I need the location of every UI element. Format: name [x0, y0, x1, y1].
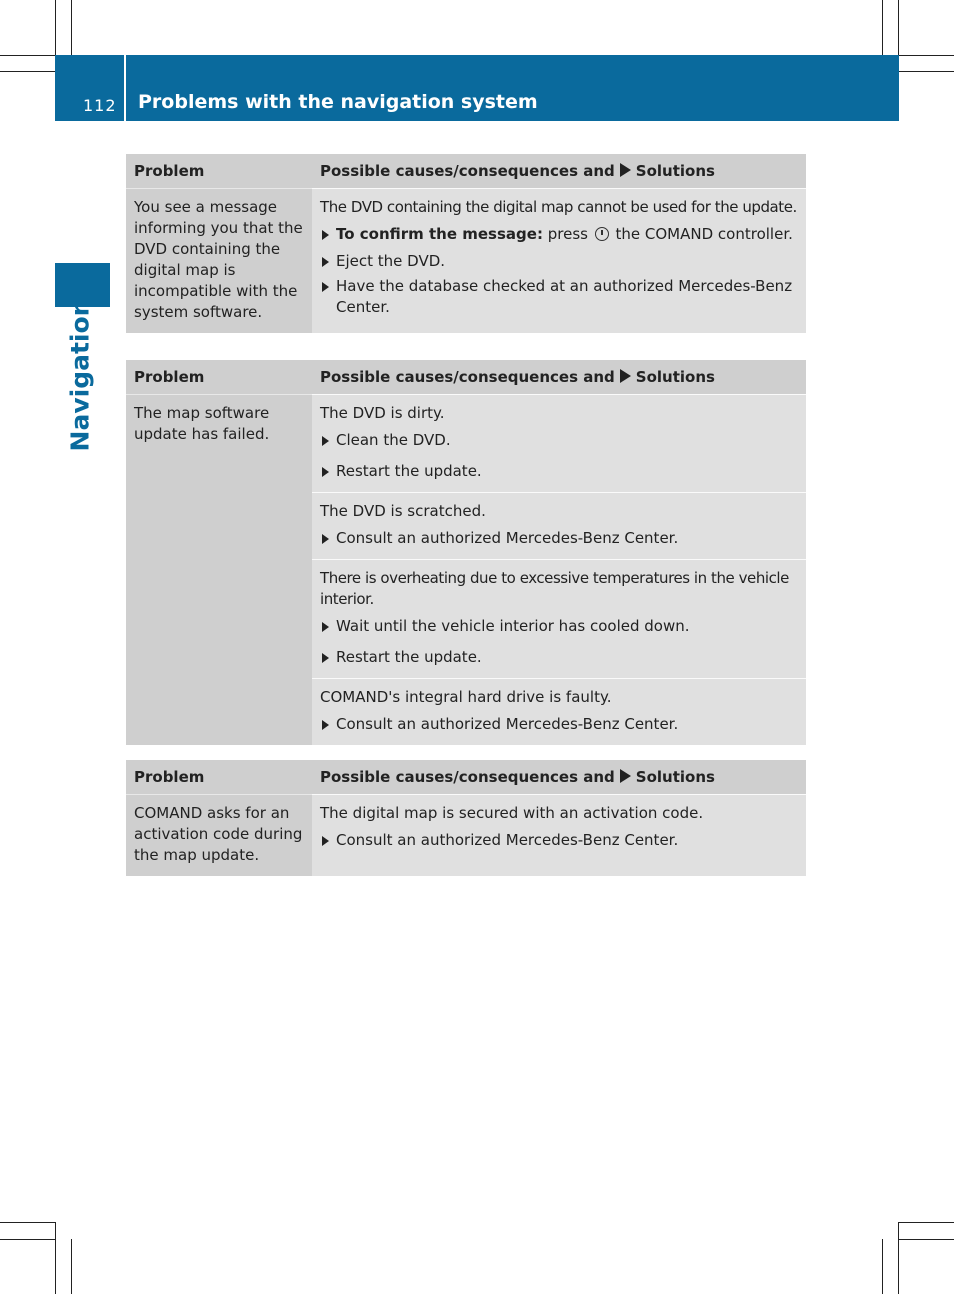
- cause-text: The DVD is dirty.: [320, 404, 445, 422]
- table-row: [126, 395, 806, 493]
- step-text: Consult an authorized Mercedes-Benz Center.: [336, 529, 679, 547]
- col-header-solutions-text: Solutions: [635, 161, 715, 180]
- step-text: Clean the DVD.: [336, 431, 451, 449]
- col-header-causes-text: Possible causes/consequences and: [320, 367, 615, 386]
- step-text: press: [547, 225, 588, 243]
- step-text: Eject the DVD.: [336, 252, 446, 270]
- col-header-causes: [312, 760, 806, 795]
- crop-mark: [898, 1222, 899, 1294]
- table-row: [126, 795, 806, 877]
- problem-text: The map software update has failed.: [134, 404, 270, 443]
- problem-text: COMAND asks for an activation code during the map update.: [134, 804, 303, 864]
- step-text: the COMAND controller.: [615, 225, 793, 243]
- solution-step: [320, 714, 799, 735]
- solution-step: [320, 224, 799, 245]
- cause-cell: [312, 560, 806, 679]
- col-header-causes: [312, 360, 806, 395]
- solution-step: [320, 528, 799, 549]
- col-header-causes: [312, 154, 806, 189]
- page-number: 112: [83, 96, 117, 115]
- step-arrow-icon: [322, 230, 329, 240]
- table-header-row: [126, 154, 806, 189]
- solution-step: [320, 616, 799, 637]
- table-header-row: [126, 760, 806, 795]
- step-arrow-icon: [322, 282, 329, 292]
- crop-mark: [71, 1239, 72, 1294]
- problem-table: [126, 760, 806, 876]
- crop-mark: [55, 1222, 56, 1294]
- step-text: Have the database checked at an authorized Mercedes-Benz Center.: [336, 277, 793, 316]
- crop-mark: [899, 1222, 954, 1223]
- solution-arrow-icon: [620, 769, 631, 783]
- problem-cell: [126, 189, 312, 334]
- step-arrow-icon: [322, 622, 329, 632]
- problem-cell: [126, 795, 312, 877]
- crop-mark: [898, 0, 899, 55]
- problem-table: [126, 154, 806, 333]
- col-header-solutions-text: Solutions: [635, 767, 715, 786]
- solution-step: [320, 647, 799, 668]
- step-arrow-icon: [322, 653, 329, 663]
- solution-step: [320, 251, 799, 272]
- crop-mark: [55, 0, 56, 55]
- crop-mark: [899, 55, 954, 56]
- cause-text: The digital map is secured with an activation code.: [320, 804, 704, 822]
- section-tab-label: Navigation: [65, 298, 95, 452]
- crop-mark: [882, 1239, 883, 1294]
- cause-text: The DVD containing the digital map cannot be used for the update.: [320, 198, 797, 216]
- solution-step: [320, 276, 799, 318]
- col-header-solutions-text: Solutions: [635, 367, 715, 386]
- step-text: Consult an authorized Mercedes-Benz Center.: [336, 715, 679, 733]
- crop-mark: [71, 0, 72, 55]
- crop-mark: [899, 1239, 954, 1240]
- step-arrow-icon: [322, 534, 329, 544]
- header-divider: [124, 55, 126, 121]
- table-row: [126, 189, 806, 334]
- solution-step: [320, 830, 799, 851]
- crop-mark: [0, 71, 55, 72]
- cause-cell: [312, 493, 806, 560]
- step-text: Wait until the vehicle interior has cooled down.: [336, 617, 690, 635]
- page-title: Problems with the navigation system: [138, 91, 538, 113]
- table-header-row: [126, 360, 806, 395]
- step-arrow-icon: [322, 720, 329, 730]
- step-bold-label: To confirm the message:: [336, 225, 543, 243]
- solution-step: [320, 461, 799, 482]
- crop-mark: [0, 1222, 55, 1223]
- cause-cell: [312, 189, 806, 334]
- col-header-problem: Problem: [126, 360, 312, 395]
- crop-mark: [882, 0, 883, 55]
- step-arrow-icon: [322, 836, 329, 846]
- step-arrow-icon: [322, 467, 329, 477]
- problem-cell: [126, 395, 312, 746]
- col-header-causes-text: Possible causes/consequences and: [320, 161, 615, 180]
- crop-mark: [0, 55, 55, 56]
- solution-step: [320, 430, 799, 451]
- col-header-problem: Problem: [126, 154, 312, 189]
- step-arrow-icon: [322, 436, 329, 446]
- step-arrow-icon: [322, 257, 329, 267]
- cause-text: The DVD is scratched.: [320, 502, 486, 520]
- cause-text: COMAND's integral hard drive is faulty.: [320, 688, 612, 706]
- cause-cell: [312, 795, 806, 877]
- step-text: Restart the update.: [336, 648, 482, 666]
- col-header-causes-text: Possible causes/consequences and: [320, 767, 615, 786]
- cause-text: There is overheating due to excessive temperatures in the vehicle interior.: [320, 569, 789, 608]
- problem-table: [126, 360, 806, 745]
- cause-cell: [312, 679, 806, 746]
- problem-text: You see a message informing you that the DVD containing the digital map is incompatible with the system software.: [134, 198, 303, 321]
- crop-mark: [0, 1239, 55, 1240]
- col-header-problem: Problem: [126, 760, 312, 795]
- cause-cell: [312, 395, 806, 493]
- step-text: Consult an authorized Mercedes-Benz Center.: [336, 831, 679, 849]
- step-text: Restart the update.: [336, 462, 482, 480]
- solution-arrow-icon: [620, 369, 631, 383]
- crop-mark: [899, 71, 954, 72]
- solution-arrow-icon: [620, 163, 631, 177]
- knob-press-icon: [595, 227, 609, 241]
